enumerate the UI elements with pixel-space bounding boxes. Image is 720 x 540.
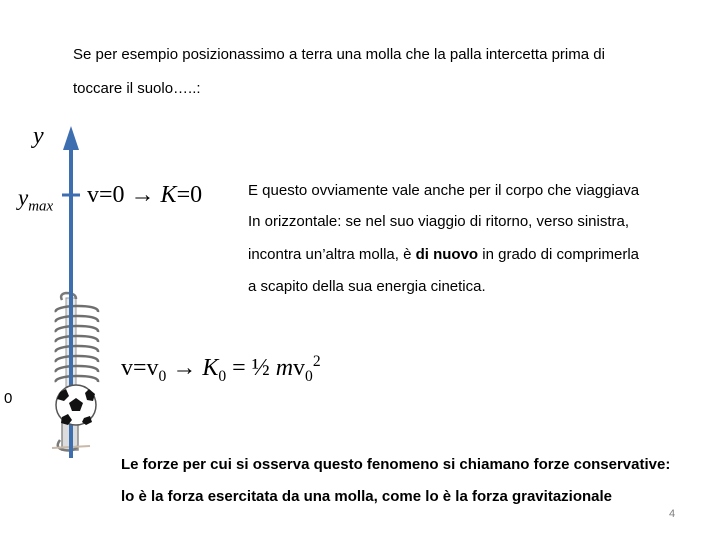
conclusion-line-1: Le forze per cui si osserva questo fenomeno si chiamano forze conservative: — [121, 456, 671, 473]
page-number: 4 — [669, 508, 676, 520]
soccer-ball-icon — [56, 385, 96, 425]
note-line-2: In orizzontale: se nel suo viaggio di ritorno, verso sinistra, — [248, 213, 630, 230]
spring-icon — [52, 293, 98, 451]
right-arrow-icon: → — [172, 355, 197, 381]
equation-top: v=0 → K=0 — [87, 182, 203, 208]
right-arrow-icon: → — [130, 182, 155, 208]
conclusion-line-2: lo è la forza esercitata da una molla, come lo è la forza gravitazionale — [121, 488, 613, 505]
y-axis-label: y — [33, 123, 44, 149]
note-line-4: a scapito della sua energia cinetica. — [248, 278, 486, 295]
intro-line-2: toccare il suolo…..: — [73, 80, 201, 97]
ymax-label: $y_{max}$ — [18, 185, 54, 215]
note-line-1: E questo ovviamente vale anche per il corpo che viaggiava — [248, 182, 640, 199]
zero-label: 0 — [4, 390, 13, 407]
y-axis-arrowhead — [63, 126, 79, 150]
intro-line-1: Se per esempio posizionassimo a terra una molla che la palla intercetta prima di — [73, 46, 605, 63]
note-line-3: incontra un’altra molla, è di nuovo in grado di comprimerla — [248, 246, 639, 263]
equation-bottom: $v=v_0 \to K_0$ = ½ $mv_0^2$ — [121, 353, 321, 385]
